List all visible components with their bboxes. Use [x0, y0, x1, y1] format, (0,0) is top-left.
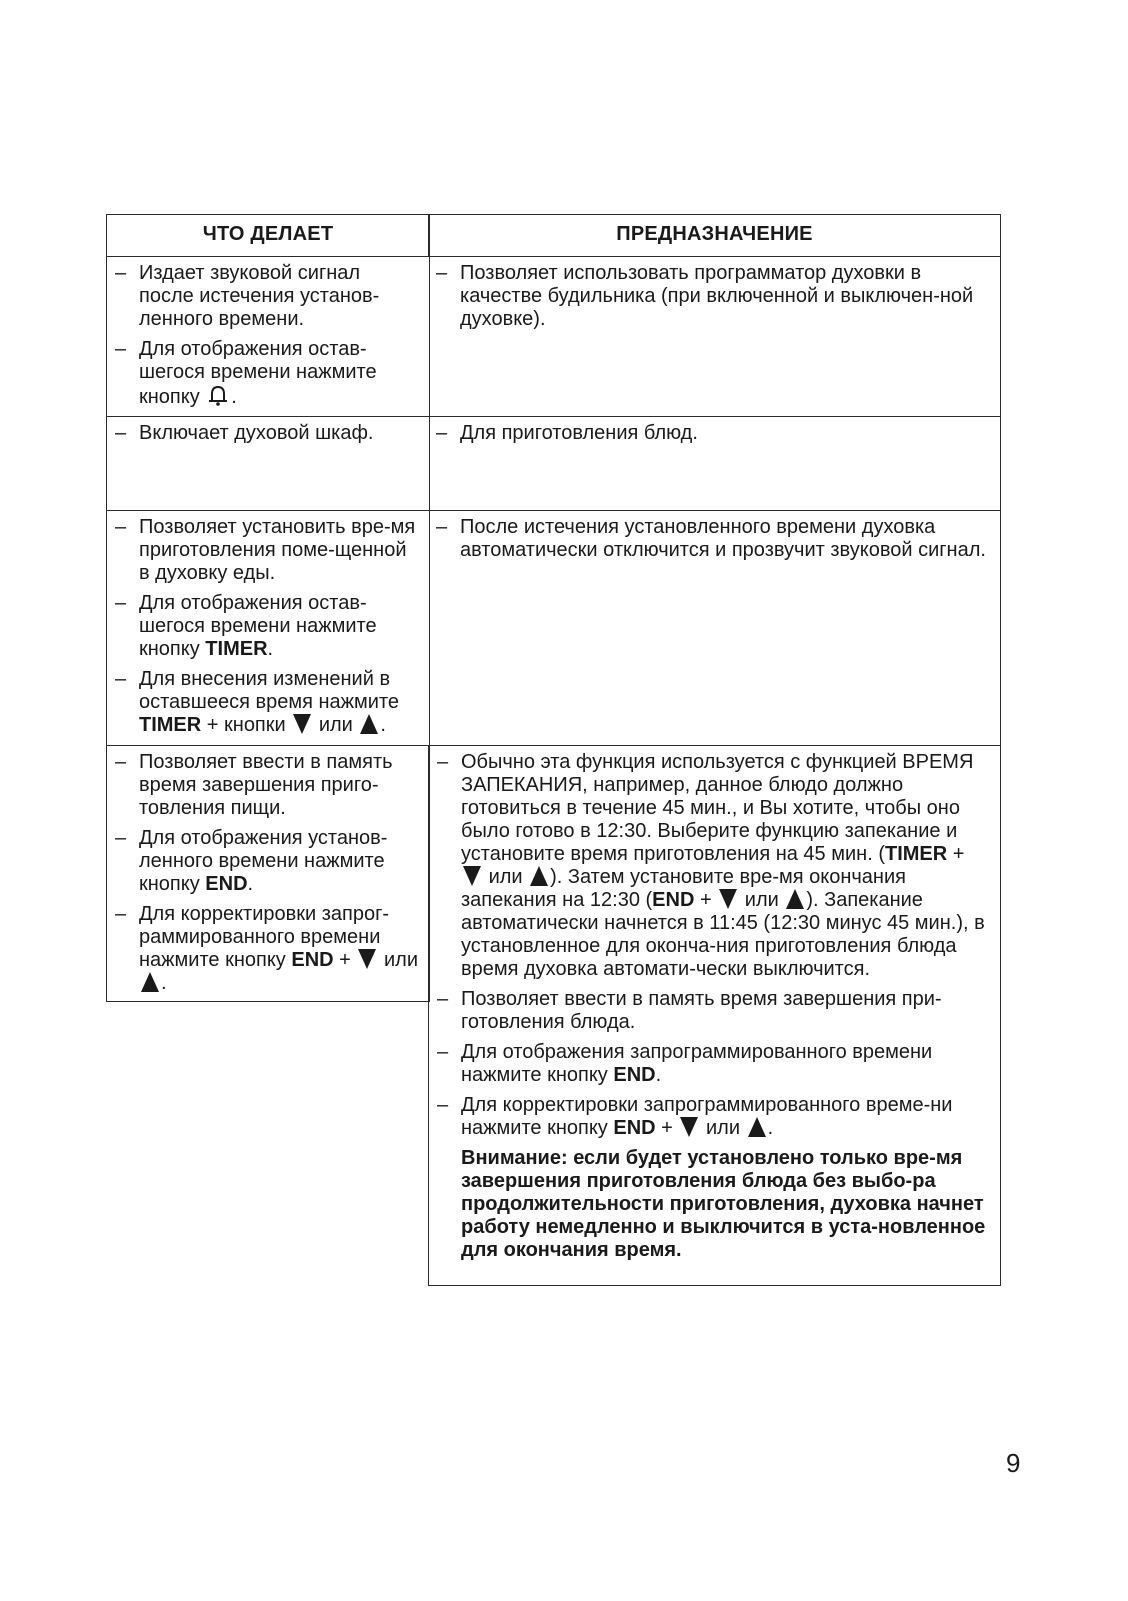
header-what: ЧТО ДЕЛАЕТ — [106, 214, 430, 257]
list-item: – Для корректировки запрограммированного време-ни нажмите кнопку END + или . — [437, 1094, 953, 1139]
arrow-down-icon — [719, 889, 737, 909]
arrow-down-icon — [358, 949, 376, 969]
arrow-up-icon — [360, 714, 378, 734]
warning-note: Внимание: если будет установлено только вре-мя завершения приготовления блюда без выбо-ра продолжительности приготовления, духовка начнет работу немедленно и выключится в уста-новленное для окончания время. — [461, 1147, 986, 1261]
list-item: – Для внесения изменений в оставшееся время нажмите TIMER + кнопки или . — [115, 668, 400, 736]
bell-icon — [207, 384, 229, 406]
list-item: – Для приготовления блюд. — [436, 422, 698, 444]
list-item: – После истечения установленного времени духовка автоматически отключится и прозвучит звуковой сигнал. — [436, 516, 986, 561]
list-item: – Позволяет использовать программатор духовки в качестве будильника (при включенной и выключен-ной духовке). — [436, 262, 974, 330]
list-item: – Обычно эта функция используется с функцией ВРЕМЯ ЗАПЕКАНИЯ, например, данное блюдо должно готовиться в течение 45 мин., и Вы хотите, чтобы оно было готово в 12:30. Выберите функцию запекание и установите время приготовления на 45 мин. (TIMER + или ). Затем установите вре-мя окончания запекания на 12:30 (END + или ). Запекание автоматически начнется в 11:45 (12:30 минус 45 мин.), в установленное для оконча-ния приготовления блюда время духовка автомати-чески выключится. — [437, 751, 985, 980]
row1-left — [106, 256, 430, 417]
list-item: – Позволяет ввести в память время завершения при-готовления блюда. — [437, 988, 942, 1033]
list-item: – Для отображения запрограммированного времени нажмите кнопку END. — [437, 1041, 933, 1086]
header-purpose: ПРЕДНАЗНАЧЕНИЕ — [428, 214, 1001, 257]
list-item: – Для отображения остав-шегося времени нажмите кнопку . — [115, 338, 377, 408]
list-item: – Позволяет установить вре-мя приготовления поме-щенной в духовку еды. — [115, 516, 416, 584]
list-item: – Включает духовой шкаф. — [115, 422, 374, 444]
arrow-up-icon — [748, 1117, 766, 1137]
arrow-down-icon — [293, 714, 311, 734]
list-item: – Для корректировки запрог-раммированного времени нажмите кнопку END + или . — [115, 903, 418, 994]
list-item: – Для отображения установ-ленного времени нажмите кнопку END. — [115, 827, 388, 895]
arrow-up-icon — [786, 889, 804, 909]
list-item: – Позволяет ввести в память время завершения приго-товления пищи. — [115, 751, 393, 819]
row3-right — [428, 510, 1001, 746]
row4-right — [428, 745, 1001, 1286]
row2-left — [106, 416, 430, 511]
arrow-up-icon — [530, 866, 548, 886]
arrow-down-icon — [680, 1117, 698, 1137]
list-item: – Для отображения остав-шегося времени нажмите кнопку TIMER. — [115, 592, 377, 660]
page-number: 9 — [1006, 1448, 1021, 1478]
row2-right — [428, 416, 1001, 511]
arrow-up-icon — [141, 972, 159, 992]
row1-right — [428, 256, 1001, 417]
list-item: – Издает звуковой сигнал после истечения установ-ленного времени. — [115, 262, 380, 330]
row4-left — [106, 745, 430, 1002]
row3-left — [106, 510, 430, 746]
arrow-down-icon — [463, 866, 481, 886]
